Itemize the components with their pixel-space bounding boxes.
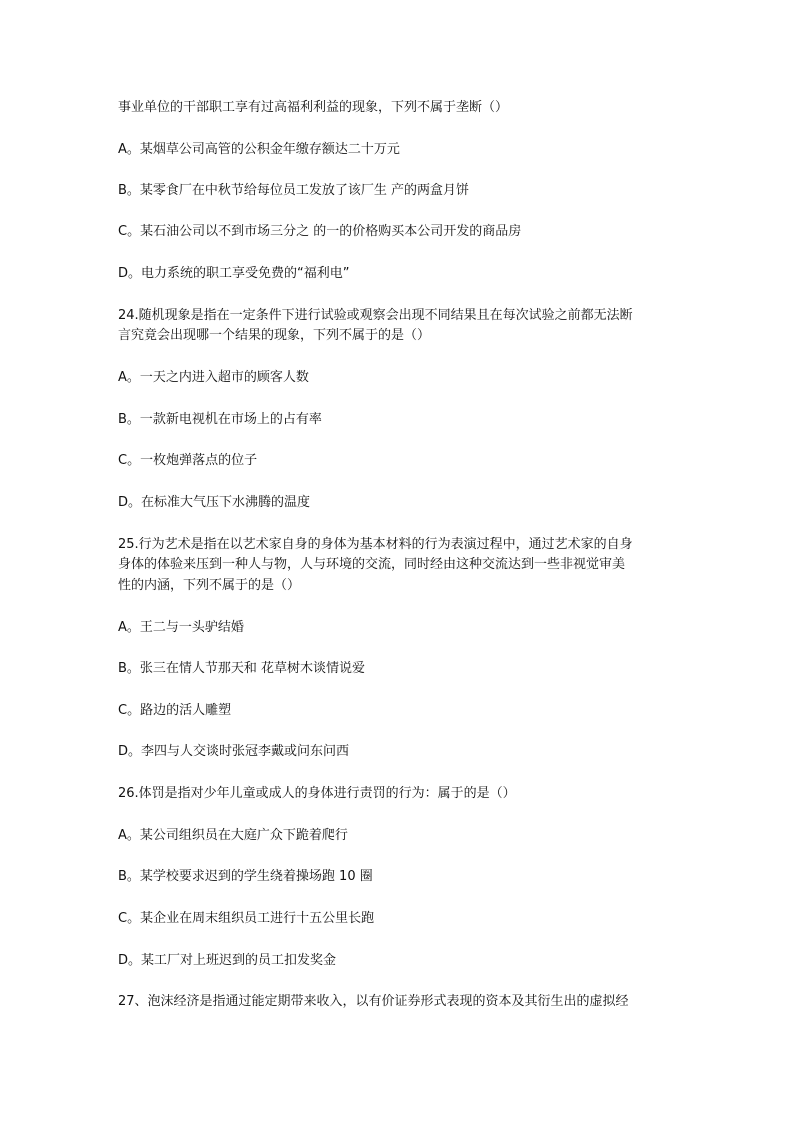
question-25-stem-line-3: 性的内涵，下列不属于的是（） (118, 578, 301, 593)
question-25-option-a: A。王二与一头驴结婚 (118, 620, 244, 635)
question-26-stem-line-1: 26.体罚是指对少年儿童或成人的身体进行责罚的行为：属于的是（） (118, 786, 516, 801)
option-d: D。电力系统的职工享受免费的“福利电” (118, 266, 350, 281)
option-a: A。某烟草公司高管的公积金年缴存额达二十万元 (118, 142, 400, 157)
question-27-stem-line-1: 27、泡沫经济是指通过能定期带来收入，以有价证券形式表现的资本及其衍生出的虚拟经 (118, 994, 629, 1009)
option-c: C。某石油公司以不到市场三分之 的一的价格购买本公司开发的商品房 (118, 224, 522, 239)
question-26-option-a: A。某公司组织员在大庭广众下跪着爬行 (118, 828, 348, 843)
option-b: B。某零食厂在中秋节给每位员工发放了该厂生 产的两盒月饼 (118, 183, 470, 198)
question-25-stem-line-1: 25.行为艺术是指在以艺术家自身的身体为基本材料的行为表演过程中，通过艺术家的自身 (118, 537, 633, 552)
question-25-stem-line-2: 身体的体验来压到一种人与物，人与环境的交流，同时经由这种交流达到一些非视觉审美 (118, 557, 626, 572)
question-26-option-b: B。某学校要求迟到的学生绕着操场跑 10 圈 (118, 869, 373, 884)
question-25-option-b: B。张三在情人节那天和 花草树木谈情说爱 (118, 661, 366, 676)
question-25-option-d: D。李四与人交谈时张冠李戴或问东问西 (118, 744, 350, 759)
question-24-option-a: A。一天之内进入超市的顾客人数 (118, 370, 309, 385)
question-24-stem-line-1: 24.随机现象是指在一定条件下进行试验或观察会出现不同结果且在每次试验之前都无法断 (118, 308, 633, 323)
question-25-option-c: C。路边的活人雕塑 (118, 703, 232, 718)
question-stem-line: 事业单位的干部职工享有过高福利利益的现象，下列不属于垄断（） (118, 100, 509, 115)
question-24-stem-line-2: 言究竟会出现哪一个结果的现象，下列不属于的是（） (118, 328, 431, 343)
question-24-option-d: D。在标准大气压下水沸腾的温度 (118, 495, 311, 510)
question-24-option-c: C。一枚炮弹落点的位子 (118, 453, 258, 468)
question-24-option-b: B。一款新电视机在市场上的占有率 (118, 412, 322, 427)
question-26-option-d: D。某工厂对上班迟到的员工扣发奖金 (118, 953, 337, 968)
question-26-option-c: C。某企业在周末组织员工进行十五公里长跑 (118, 911, 375, 926)
